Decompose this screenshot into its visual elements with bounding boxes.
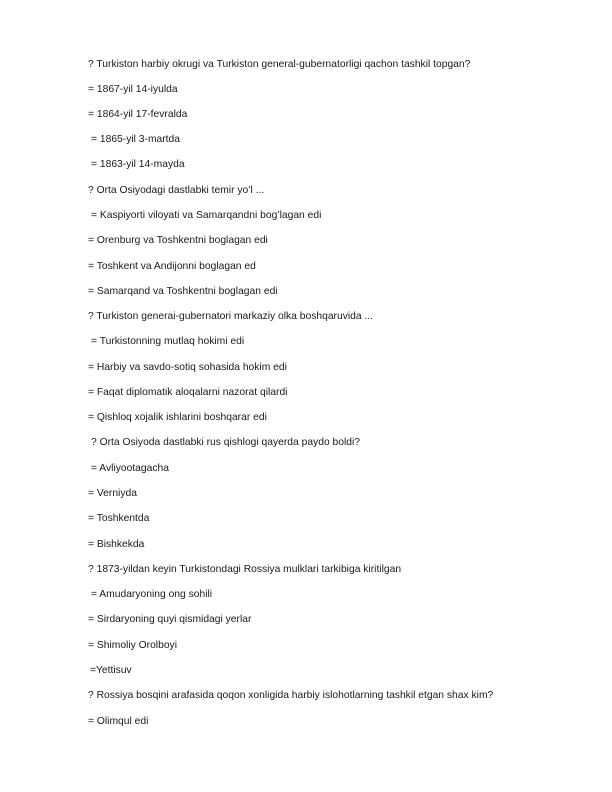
answer-option: = Amudaryoning ong sohili (91, 589, 213, 600)
answer-option: = 1863-yil 14-mayda (91, 159, 185, 170)
answer-option: = Shimoliy Orolboyi (88, 640, 177, 651)
answer-option: = 1864-yil 17-fevralda (88, 109, 188, 120)
answer-option: = Olimqul edi (88, 716, 149, 727)
question-text: ? Rossiya bosqini arafasida qoqon xonligida harbiy islohotlarning tashkil etgan shax kim? (88, 690, 494, 701)
answer-option: = Bishkekda (88, 539, 145, 550)
answer-option: = Qishloq xojalik ishlarini boshqarar edi (88, 412, 267, 423)
answer-option: = Samarqand va Toshkentni boglagan edi (88, 286, 278, 297)
answer-option: = Sirdaryoning quyi qismidagi yerlar (88, 614, 252, 625)
question-text: ? Orta Osiyodagi dastlabki temir yo’l ... (88, 185, 265, 196)
question-text: ? Turkiston generai-gubernatori markaziy olka boshqaruvida ... (88, 311, 374, 322)
answer-option: = Toshkent va Andijonni boglagan ed (88, 261, 256, 272)
question-text: ? Turkiston harbiy okrugi va Turkiston general-gubernatorligi qachon tashkil topgan? (88, 59, 471, 70)
answer-option: =Yettisuv (90, 665, 132, 676)
answer-option: = 1867-yil 14-iyulda (88, 84, 178, 95)
answer-option: = 1865-yil 3-martda (91, 134, 180, 145)
answer-option: = Faqat diplomatik aloqalarni nazorat qilardi (88, 387, 288, 398)
answer-option: = Harbiy va savdo-sotiq sohasida hokim edi (88, 362, 287, 373)
question-text: ? Orta Osiyoda dastlabki rus qishlogi qayerda paydo boldi? (91, 437, 361, 448)
answer-option: = Avliyootagacha (91, 463, 169, 474)
question-text: ? 1873-yildan keyin Turkistondagi Rossiya mulklari tarkibiga kiritilgan (88, 564, 402, 575)
answer-option: = Turkistonning mutlaq hokimi edi (91, 336, 245, 347)
answer-option: = Kaspiyorti viloyati va Samarqandni bog’lagan edi (91, 210, 322, 221)
answer-option: = Toshkentda (88, 513, 150, 524)
answer-option: = Verniyda (88, 488, 137, 499)
answer-option: = Orenburg va Toshkentni boglagan edi (88, 235, 268, 246)
